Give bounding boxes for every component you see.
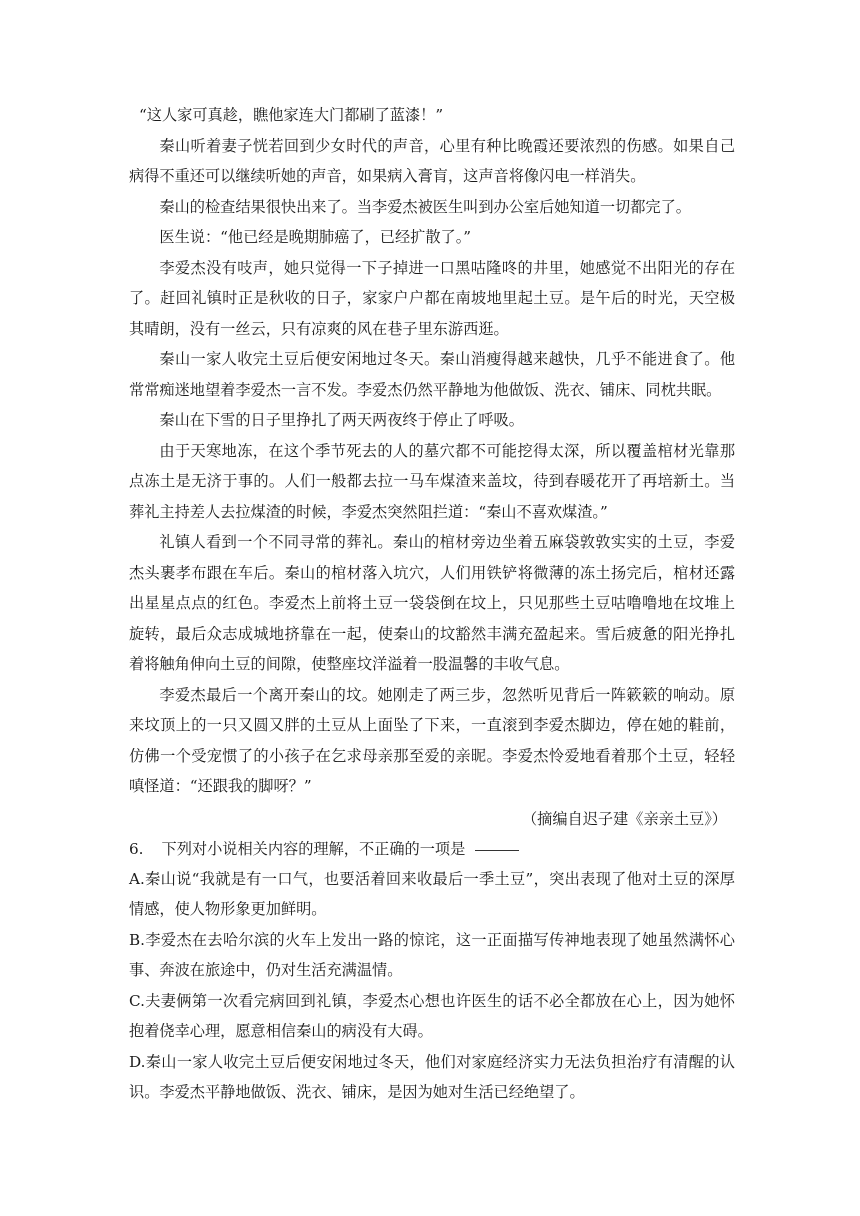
- passage-paragraph-4: 医生说：“他已经是晚期肺癌了，已经扩散了。”: [159, 228, 472, 246]
- passage-paragraph-7: 秦山在下雪的日子里挣扎了两天两夜终于停止了呼吸。: [159, 411, 524, 429]
- option-d: D.秦山一家人收完土豆后便安闲地过冬天，他们对家庭经济实力无法负担治疗有清醒的认识。李爱杰平静地做饭、洗衣、铺床，是因为她对生活已经绝望了。: [129, 1052, 735, 1101]
- option-a: A.秦山说“我就是有一口气，也要活着回来收最后一季土豆”，突出表现了他对土豆的深厚情感，使人物形象更加鲜明。: [129, 869, 735, 918]
- passage-paragraph-3: 秦山的检查结果很快出来了。当李爱杰被医生叫到办公室后她知道一切都完了。: [159, 197, 691, 216]
- passage-paragraph-2: 秦山听着妻子恍若回到少女时代的声音，心里有种比晚霞还要浓烈的伤感。如果自己病得不重还可以继续听她的声音，如果病入膏肓，这声音将像闪电一样消失。: [129, 136, 735, 185]
- question-6: [103, 834, 735, 864]
- passage-paragraph-5: 李爱杰没有吱声，她只觉得一下子掉进一口黑咕隆咚的井里，她感觉不出阳光的存在了。赶回礼镇时正是秋收的日子，家家户户都在南坡地里起土豆。是午后的时光，天空极其晴朗，没有一丝云，只有凉爽的风在巷子里东游西逛。: [129, 258, 735, 338]
- passage-paragraph-9: 礼镇人看到一个不同寻常的葬礼。秦山的棺材旁边坐着五麻袋敦敦实实的土豆，李爱杰头裹孝布跟在车后。秦山的棺材落入坑穴，人们用铁铲将微薄的冻土扬完后，棺材还露出星星点点的红色。李爱杰上前将土豆一袋袋倒在坟上，只见那些土豆咕噜噜地在坟堆上旋转，最后众志成城地挤靠在一起，使秦山的坟豁然丰满充盈起来。雪后疲惫的阳光挣扎着将触角伸向土豆的间隙，使整座坟洋溢着一股温馨的丰收气息。: [129, 533, 735, 673]
- question-stem: 下列对小说相关内容的理解，不正确的一项是: [161, 839, 466, 858]
- answer-blank[interactable]: [475, 850, 519, 851]
- passage-paragraph-10: 李爱杰最后一个离开秦山的坟。她刚走了两三步，忽然听见背后一阵簌簌的响动。原来坟顶上的一只又圆又胖的土豆从上面坠了下来，一直滚到李爱杰脚边，停在她的鞋前，仿佛一个受宠惯了的小孩子在乞求母亲那至爱的亲昵。李爱杰怜爱地看着那个土豆，轻轻嗔怪道：“还跟我的脚呀？”: [129, 685, 735, 795]
- document-body: [129, 100, 735, 1108]
- passage-paragraph-6: 秦山一家人收完土豆后便安闲地过冬天。秦山消瘦得越来越快，几乎不能进食了。他常常痴迷地望着李爱杰一言不发。李爱杰仍然平静地为他做饭、洗衣、铺床、同枕共眠。: [129, 350, 735, 399]
- question-number: 6.: [129, 839, 144, 858]
- passage-paragraph-1: “这人家可真趁，瞧他家连大门都刷了蓝漆！”: [139, 106, 444, 124]
- option-b: B.李爱杰在去哈尔滨的火车上发出一路的惊诧，这一正面描写传神地表现了她虽然满怀心事、奔波在旅途中，仍对生活充满温情。: [129, 930, 735, 979]
- source-citation: （摘编自迟子建《亲亲土豆》）: [521, 809, 727, 828]
- passage-paragraph-8: 由于天寒地冻，在这个季节死去的人的墓穴都不可能挖得太深，所以覆盖棺材光靠那点冻土是无济于事的。人们一般都去拉一马车煤渣来盖坟，待到春暖花开了再培新土。当葬礼主持差人去拉煤渣的时候，李爱杰突然阻拦道：“秦山不喜欢煤渣。”: [129, 441, 735, 521]
- option-c: C.夫妻俩第一次看完病回到礼镇，李爱杰心想也许医生的话不必全都放在心上，因为她怀抱着侥幸心理，愿意相信秦山的病没有大碍。: [129, 991, 735, 1040]
